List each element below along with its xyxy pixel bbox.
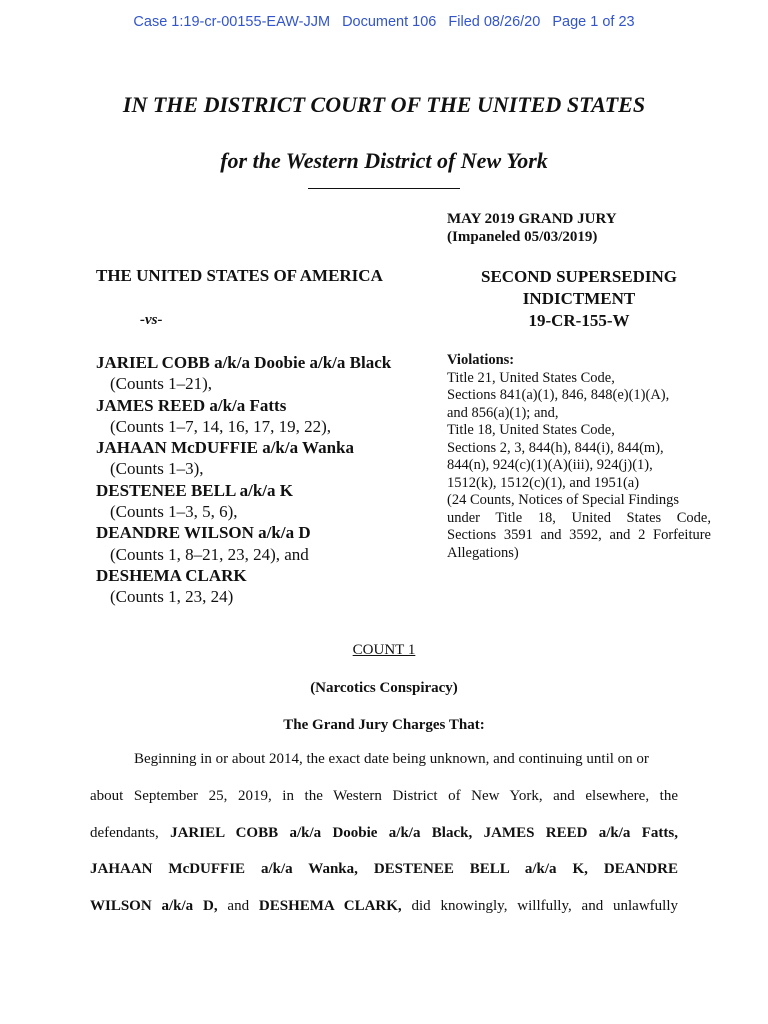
defendant-ref: DESHEMA CLARK, [258,898,402,914]
defendants-list [96,352,391,608]
plaintiff: THE UNITED STATES OF AMERICA [96,266,383,285]
filed-date: Filed 08/26/20 [448,14,541,30]
defendant-counts: (Counts 1–21), [110,374,212,394]
case-number: Case 1:19-cr-00155-EAW-JJM [133,14,331,30]
body-line-3 [90,825,678,842]
defendant-ref: WILSON a/k/a D, [90,898,218,914]
defendant-name: DEANDRE WILSON a/k/a D [96,523,311,543]
indictment-title-1: SECOND SUPERSEDING [480,267,677,286]
body-text: did knowingly, willfully, and unlawfully [411,898,679,914]
versus: -vs- [140,312,163,328]
count-subtitle: (Narcotics Conspiracy) [310,680,458,696]
body-line-4 [90,861,678,878]
indictment-number: 19-CR-155-W [528,311,630,330]
defendant-ref: DEANDRE [603,861,678,877]
defendant-name: DESHEMA CLARK [96,565,247,585]
defendant-counts: (Counts 1, 8–21, 23, 24), and [110,544,309,564]
violation-line: Sections 2, 3, 844(h), 844(i), 844(m), [447,439,664,456]
court-district: for the Western District of New York [220,148,548,173]
court-title: IN THE DISTRICT COURT OF THE UNITED STATES [122,92,646,117]
defendant-name: JAMES REED a/k/a Fatts [96,395,287,415]
defendant-ref: DESTENEE BELL a/k/a K, [373,861,588,877]
defendant-counts: (Counts 1, 23, 24) [110,587,234,607]
defendant-ref: JAMES REED a/k/a Fatts, [483,825,679,841]
violation-line: Sections 3591 and 3592, and 2 Forfeiture [447,527,711,543]
defendant-name: JARIEL COBB a/k/a Doobie a/k/a Black [96,353,392,372]
body-line-1: Beginning in or about 2014, the exact date being unknown, and continuing until on or [134,751,649,767]
violation-line: Allegations) [447,544,519,561]
violation-line: and 856(a)(1); and, [447,404,559,421]
body-text: and [227,898,250,914]
violations-block [447,352,711,562]
indictment-title-block [440,266,718,332]
violation-line: 844(n), 924(c)(1)(A)(iii), 924(j)(1), [447,457,653,473]
defendant-counts: (Counts 1–3, 5, 6), [110,502,238,522]
violation-line: under Title 18, United States Code, [447,509,711,526]
page-number: Page 1 of 23 [552,14,635,30]
violations-heading: Violations: [447,352,515,368]
count-title: COUNT 1 [352,642,416,658]
violation-line: Sections 841(a)(1), 846, 848(e)(1)(A), [447,387,670,403]
body-line-5 [90,898,678,915]
violation-line: (24 Counts, Notices of Special Findings [447,492,679,508]
violation-line: 1512(k), 1512(c)(1), and 1951(a) [447,474,640,491]
grand-jury-impaneled: (Impaneled 05/03/2019) [447,229,598,245]
grand-jury-term: MAY 2019 GRAND JURY [447,211,617,227]
document-number: Document 106 [342,14,437,30]
defendant-ref: JARIEL COBB a/k/a Doobie a/k/a Black, [170,825,473,841]
defendant-name: JAHAAN McDUFFIE a/k/a Wanka [96,438,355,458]
indictment-title-2: INDICTMENT [522,289,636,308]
grand-jury-block [447,210,617,246]
charges-heading: The Grand Jury Charges That: [283,717,485,733]
defendant-name: DESTENEE BELL a/k/a K [96,480,293,500]
title-rule [308,188,460,189]
defendant-ref: JAHAAN McDUFFIE a/k/a Wanka, [90,861,358,877]
defendant-counts: (Counts 1–3), [110,459,204,479]
defendant-counts: (Counts 1–7, 14, 16, 17, 19, 22), [110,416,331,436]
body-text: defendants, [90,825,159,841]
violation-line: Title 21, United States Code, [447,369,615,386]
ecf-header [0,14,768,30]
body-line-2: about September 25, 2019, in the Western District of New York, and elsewhere, the [90,788,678,804]
violation-line: Title 18, United States Code, [447,422,615,438]
